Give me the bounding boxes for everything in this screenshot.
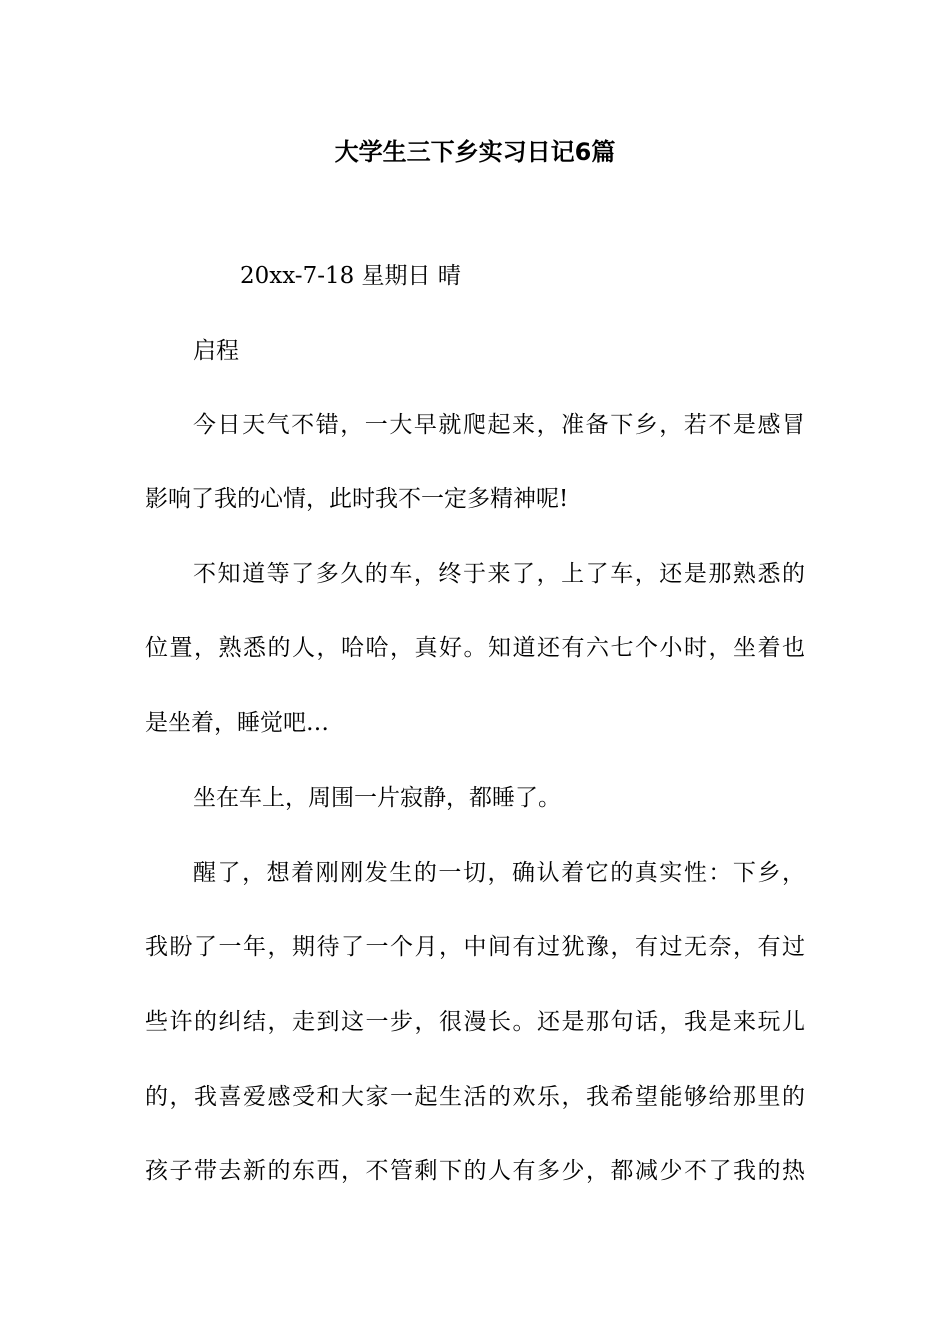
- paragraph-line: 不知道等了多久的车，终于来了，上了车，还是那熟悉的: [193, 561, 805, 587]
- date-line: 20xx-7-18 星期日 晴: [240, 263, 461, 289]
- paragraph-line: 的，我喜爱感受和大家一起生活的欢乐，我希望能够给那里的: [145, 1084, 805, 1110]
- paragraph-line: 是坐着，睡觉吧…: [145, 710, 329, 736]
- paragraph-line: 今日天气不错，一大早就爬起来，准备下乡，若不是感冒: [193, 412, 805, 438]
- paragraph-line: 些许的纠结，走到这一步，很漫长。还是那句话，我是来玩儿: [145, 1009, 805, 1035]
- paragraph-line: 位置，熟悉的人，哈哈，真好。知道还有六七个小时，坐着也: [145, 635, 805, 661]
- paragraph-line: 我盼了一年，期待了一个月，中间有过犹豫，有过无奈，有过: [145, 934, 805, 960]
- paragraph-line: 坐在车上，周围一片寂静，都睡了。: [193, 785, 561, 811]
- document-title: 大学生三下乡实习日记6篇: [334, 138, 616, 166]
- paragraph-line: 醒了，想着刚刚发生的一切，确认着它的真实性：下乡，: [193, 860, 805, 886]
- section-heading: 启程: [193, 338, 239, 364]
- paragraph-line: 孩子带去新的东西，不管剩下的人有多少，都减少不了我的热: [145, 1158, 805, 1184]
- paragraph-line: 影响了我的心情，此时我不一定多精神呢!: [145, 486, 569, 512]
